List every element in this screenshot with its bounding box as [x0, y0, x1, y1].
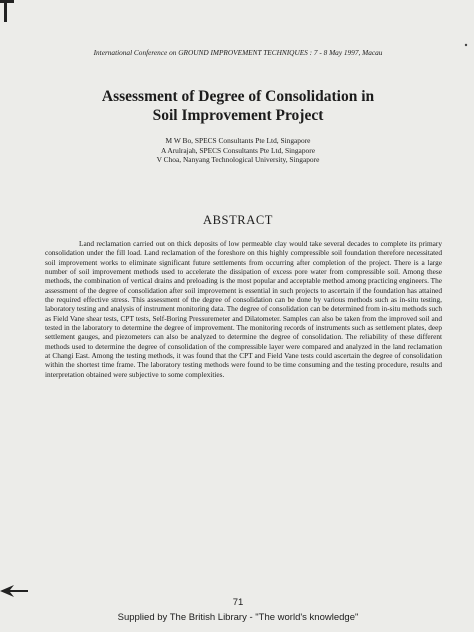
scan-speck-mark: [463, 42, 469, 48]
supplier-footer: Supplied by The British Library - "The world's knowledge": [117, 612, 359, 623]
author-list: [20, 136, 456, 165]
abstract-heading: ABSTRACT: [202, 213, 274, 227]
conference-header: International Conference on GROUND IMPROVEMENT TECHNIQUES : 7 - 8 May 1997, Macau: [93, 48, 383, 57]
author-1: M W Bo, SPECS Consultants Pte Ltd, Singapore: [165, 136, 311, 145]
abstract-body: [45, 239, 442, 379]
author-3: V Choa, Nanyang Technological University, Singapore: [156, 155, 320, 165]
title-line-1: Assessment of Degree of Consolidation in: [101, 88, 375, 105]
scan-arrow-mark: [0, 584, 28, 598]
paper-title: [20, 88, 456, 125]
abstract-paragraph: Land reclamation carried out on thick deposits of low permeable clay would take several decades to complete its primary consolidation under the fill load. Land reclamation of the foreshore on this highly compressible soil foundation therefore necessitated soil improvement works to eliminate significant future settlements from occurring after completion of the project. There is a large number of soil improvement methods used to accelerate the dissipation of excess pore water from compressible soil. Among these methods, the combination of vertical drains and preloading is the most popular and acceptable method among practicing engineers. The assessment of the degree of consolidation after soil improvement is essential in such projects to ascertain if the foundation has attained the required effective stress. This assessment of the degree of consolidation can be done by various methods such as in-situ testing, laboratory testing and analysis of instrument monitoring data. The degree of consolidation can be determined from in-situ methods such as Field Vane shear tests, CPT tests, Self-Boring Pressuremeter and Dilatometer. Samples can also be taken from the improved soil and tested in the laboratory to determine the degree of improvement. The monitoring records of instruments such as settlement plates, deep settlement gauges, and piezometers can also be analyzed to determine the degree of consolidation. The reliability of these different methods used to determine the degree of consolidation of the compressible layer were compared and analyzed in the land reclamation at Changi East. Among the testing methods, it was found that the CPT and Field Vane tests could ascertain the degree of consolidation within the shortest time frame. The laboratory testing methods were found to be time consuming and the testing procedure, results and interpretation obtained were subjective to some complexities.: [45, 239, 442, 379]
page-number: 71: [232, 597, 244, 608]
scan-corner-mark: [0, 0, 18, 24]
title-line-2: Soil Improvement Project: [152, 106, 324, 124]
author-2: A Arulrajah, SPECS Consultants Pte Ltd, Singapore: [161, 145, 315, 155]
